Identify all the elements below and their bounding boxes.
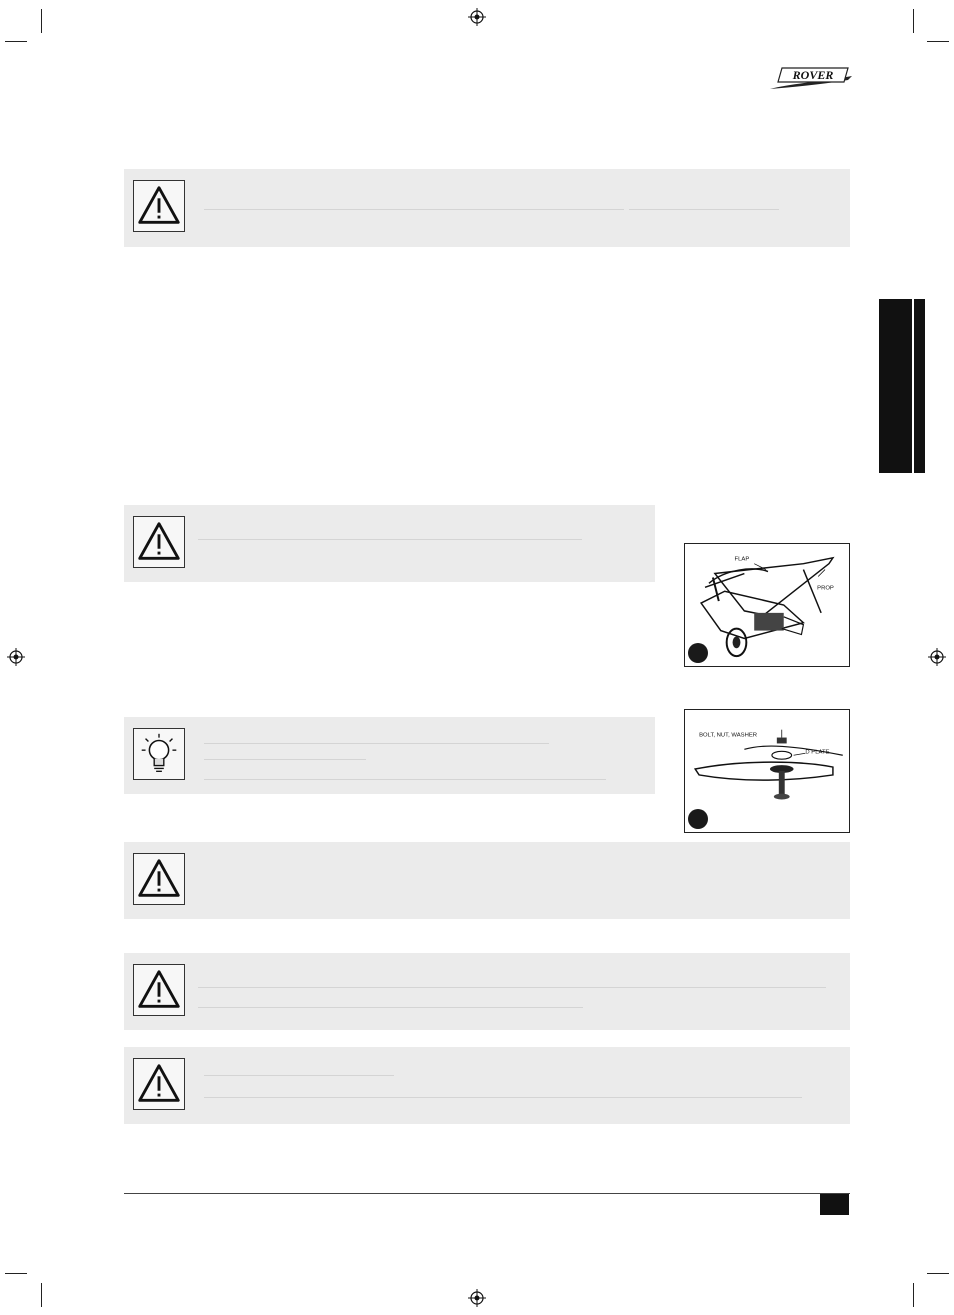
logo-text: ROVER [792,68,834,82]
figure-number-badge [688,643,708,663]
crop-mark [913,1283,914,1307]
footer-rule [124,1193,850,1194]
section-tab [879,299,912,473]
lightbulb-icon [133,728,185,780]
text-line [204,1075,394,1076]
crop-mark [41,1283,42,1307]
rover-logo [768,62,854,92]
text-line [204,779,606,780]
figure-label-flap: FLAP [734,556,750,563]
warning-box [124,842,850,919]
warning-triangle-icon [133,516,185,568]
warning-triangle-icon [133,180,185,232]
figure-flap-prop [684,543,850,667]
text-line [204,209,624,210]
registration-mark-icon [7,648,25,666]
crop-mark [913,9,914,33]
text-line [198,539,582,540]
warning-box [124,505,655,582]
tip-box [124,717,655,794]
figure-label-dplate: D PLATE [805,749,830,756]
text-line [198,987,826,988]
registration-mark-icon [468,8,486,26]
text-line [629,209,779,210]
crop-mark [927,41,949,42]
crop-mark [927,1273,949,1274]
warning-box [124,169,850,247]
text-line [204,743,549,744]
warning-box [124,1047,850,1124]
figure-label-bolt: BOLT, NUT, WASHER [699,732,758,739]
text-line [204,1097,802,1098]
figure-number-badge [688,809,708,829]
registration-mark-icon [468,1289,486,1307]
figure-blade-assembly [684,709,850,833]
registration-mark-icon [928,648,946,666]
warning-triangle-icon [133,1058,185,1110]
crop-mark [5,41,27,42]
figure-label-prop: PROP [817,585,834,592]
text-line [198,1007,583,1008]
warning-box [124,953,850,1030]
warning-triangle-icon [133,853,185,905]
page-number-badge [820,1194,849,1215]
section-tab-edge [914,299,925,473]
crop-mark [5,1273,27,1274]
text-line [204,759,366,760]
warning-triangle-icon [133,964,185,1016]
crop-mark [41,9,42,33]
